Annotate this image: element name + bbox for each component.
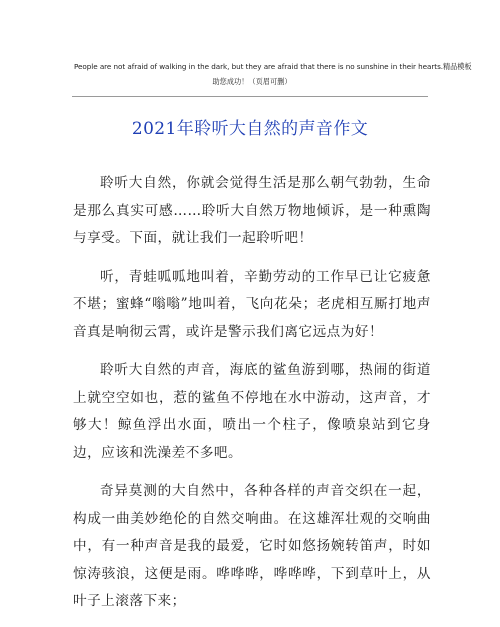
paragraph: 聆听大自然，你就会觉得生活是那么朝气勃勃，生命是那么真实可感……聆听大自然万物地倾诉，是一种熏陶与享受。下面，就让我们一起聆听吧！ <box>73 175 431 246</box>
paragraph: 聆听大自然的声音，海底的鲨鱼游到哪，热闹的街道上就空空如也，惹的鲨鱼不停地在水中游动，这声音，才够大！鲸鱼浮出水面，喷出一个柱子，像喷泉站到它身边，应该和洗澡差不多吧。 <box>73 362 431 461</box>
document-body <box>73 170 431 627</box>
header-note: 助您成功！（页眉可删） <box>212 77 292 86</box>
document-title: 2021年聆听大自然的声音作文 <box>131 119 369 139</box>
paragraph: 听，青蛙呱呱地叫着，辛勤劳动的工作早已让它疲惫不堪；蜜蜂“嗡嗡”地叫着，飞向花朵；老虎相互厮打地声音真是响彻云霄，或许是警示我们离它远点为好！ <box>73 268 431 340</box>
paragraph: 奇异莫测的大自然中，各种各样的声音交织在一起，构成一曲美妙绝伦的自然交响曲。在这雄浑壮观的交响曲中，有一种声音是我的最爱，它时如悠扬婉转笛声，时如惊涛骇浪，这便是雨。哗哗哗，哗哗哗，下到草叶上，从叶子上滚落下来； <box>73 483 431 609</box>
page-header <box>74 59 472 89</box>
header-quote: People are not afraid of walking in the dark, but they are afraid that there is no sunshine in their hearts.精品模板 <box>74 62 472 71</box>
header-divider <box>72 96 428 97</box>
